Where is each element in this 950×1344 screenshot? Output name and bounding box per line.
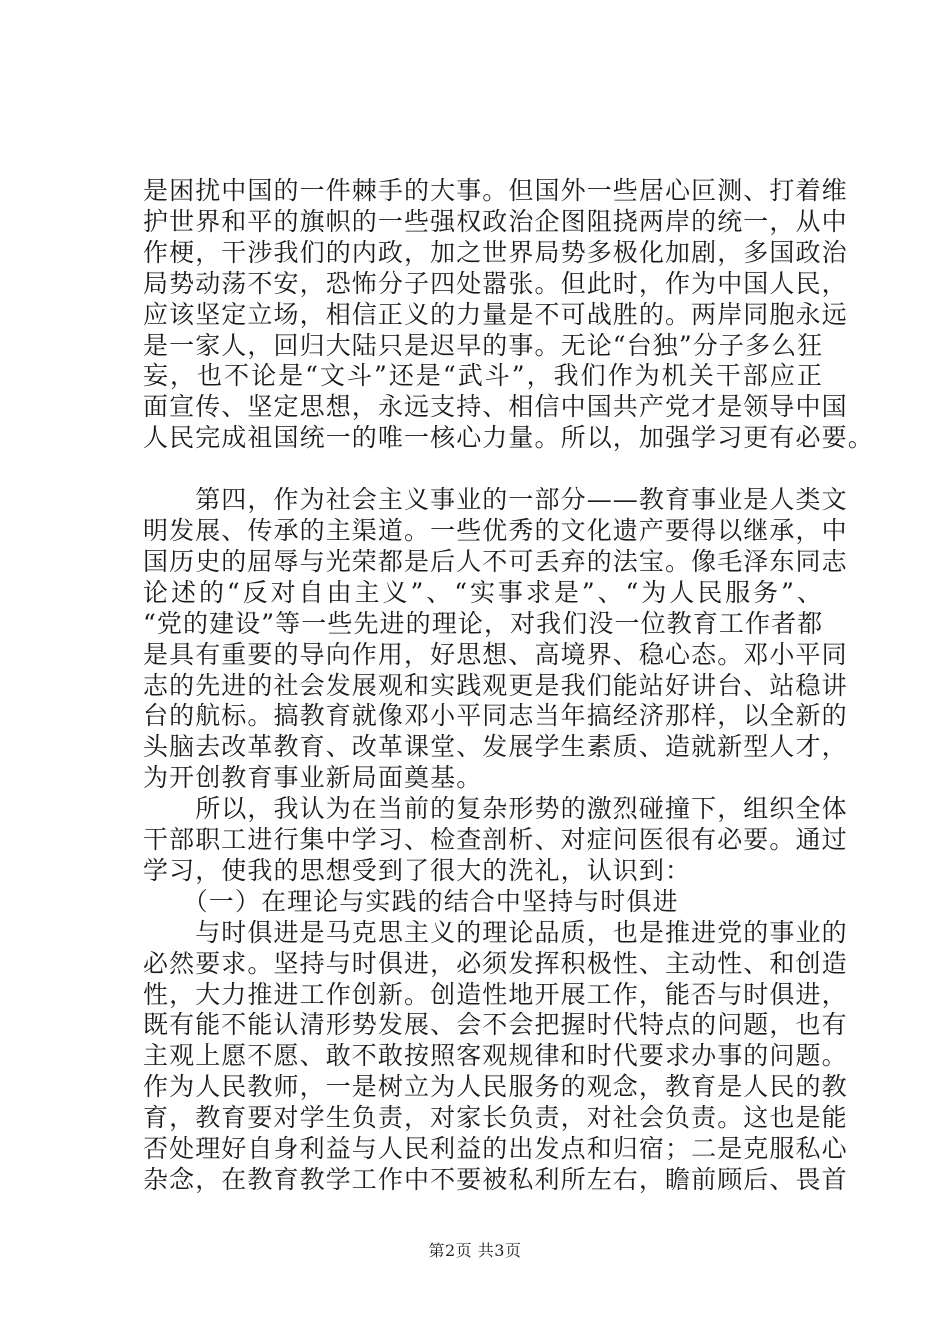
body-text-line: 作为人民教师，一是树立为人民服务的观念，教育是人民的教 (143, 1072, 848, 1101)
body-text-line: 杂念，在教育教学工作中不要被私利所左右，瞻前顾后、畏首 (143, 1165, 848, 1194)
body-text-line: 否处理好自身利益与人民利益的出发点和归宿；二是克服私心 (143, 1134, 848, 1163)
body-text-line: 所以，我认为在当前的复杂形势的激烈碰撞下，组织全体 (143, 794, 848, 823)
body-text-line: 面宣传、坚定思想，永远支持、相信中国共产党才是领导中国 (143, 392, 848, 421)
body-text-line: 作梗，干涉我们的内政，加之世界局势多极化加剧，多国政治 (143, 238, 848, 267)
body-text-line: 明发展、传承的主渠道。一些优秀的文化遗产要得以继承，中 (143, 516, 848, 545)
body-text-line: 既有能不能认清形势发展、会不会把握时代特点的问题，也有 (143, 1010, 848, 1039)
body-text-line: 妄，也不论是“文斗”还是“武斗”，我们作为机关干部应正 (143, 361, 823, 390)
body-text-line: 学习，使我的思想受到了很大的洗礼，认识到： (143, 856, 692, 885)
body-text-line: 是困扰中国的一件棘手的大事。但国外一些居心叵测、打着维 (143, 176, 848, 205)
page-number-footer: 第2页 共3页 (428, 1241, 522, 1260)
body-text-line: 第四，作为社会主义事业的一部分——教育事业是人类文 (143, 485, 848, 514)
body-text-line: 局势动荡不安，恐怖分子四处嚣张。但此时，作为中国人民， (143, 269, 848, 298)
body-text-line: 护世界和平的旗帜的一些强权政治企图阻挠两岸的统一，从中 (143, 207, 848, 236)
body-text-line: 头脑去改革教育、改革课堂、发展学生素质、造就新型人才， (143, 732, 848, 761)
body-text-line: 是具有重要的导向作用，好思想、高境界、稳心态。邓小平同 (143, 640, 848, 669)
body-text-line: 主观上愿不愿、敢不敢按照客观规律和时代要求办事的问题。 (143, 1041, 848, 1070)
body-text-line: 为开创教育事业新局面奠基。 (143, 763, 483, 792)
body-text-line: 干部职工进行集中学习、检查剖析、对症问医很有必要。通过 (143, 825, 848, 854)
section-heading: （一）在理论与实践的结合中坚持与时俱进 (143, 887, 679, 916)
body-text-line: 国历史的屈辱与光荣都是后人不可丢弃的法宝。像毛泽东同志 (143, 547, 848, 576)
body-text-line: 论述的“反对自由主义”、“实事求是”、“为人民服务”、 (143, 578, 823, 607)
body-text-line: 与时俱进是马克思主义的理论品质，也是推进党的事业的 (143, 918, 848, 947)
body-text-line: 台的航标。搞教育就像邓小平同志当年搞经济那样，以全新的 (143, 701, 848, 730)
body-text-line: 志的先进的社会发展观和实践观更是我们能站好讲台、站稳讲 (143, 671, 848, 700)
body-text-line: 是一家人，回归大陆只是迟早的事。无论“台独”分子多么狂 (143, 331, 824, 360)
body-text-line: 必然要求。坚持与时俱进，必须发挥积极性、主动性、和创造 (143, 949, 848, 978)
body-text-line: 性，大力推进工作创新。创造性地开展工作，能否与时俱进， (143, 980, 848, 1009)
body-text-line: “党的建设”等一些先进的理论，对我们没一位教育工作者都 (143, 609, 824, 638)
body-text-line: 应该坚定立场，相信正义的力量是不可战胜的。两岸同胞永远 (143, 300, 848, 329)
body-text-line: 育，教育要对学生负责，对家长负责，对社会负责。这也是能 (143, 1103, 848, 1132)
body-text-line: 人民完成祖国统一的唯一核心力量。所以，加强学习更有必要。 (143, 423, 874, 452)
